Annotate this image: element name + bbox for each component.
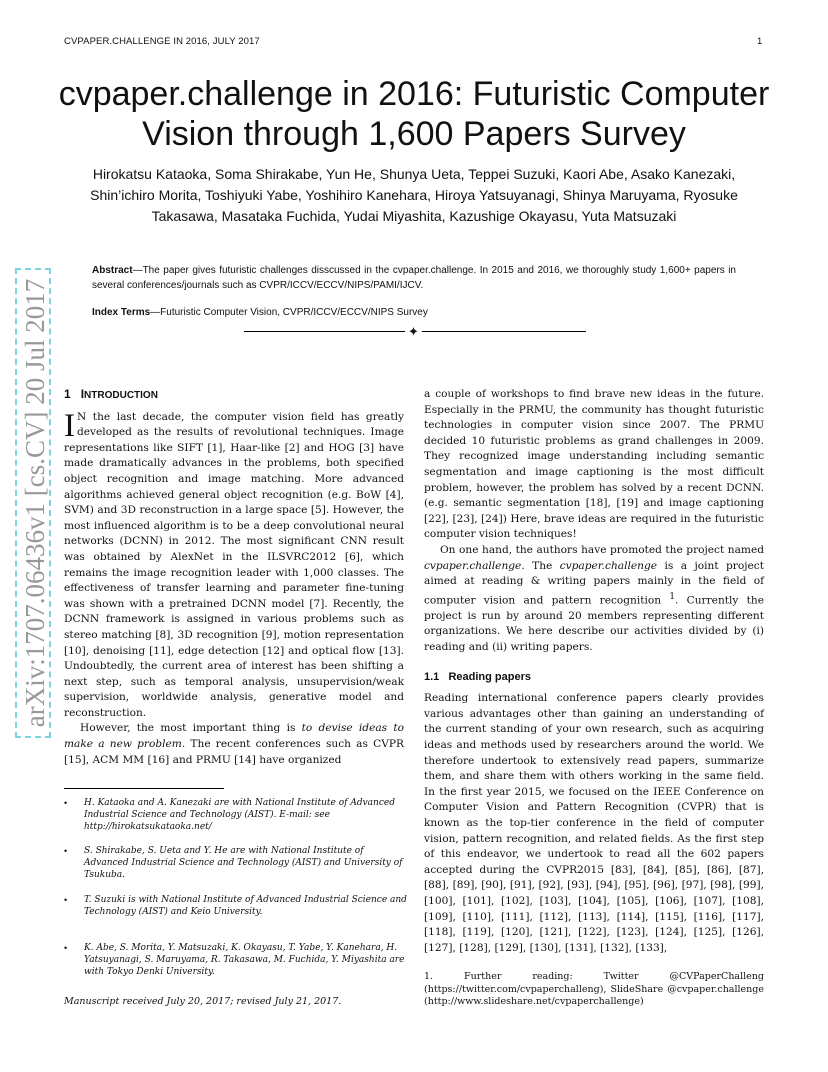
- paragraph: On one hand, the authors have promoted the project named cvpaper.challenge. The cvpaper.challenge is a joint project aimed at reading & writing papers mainly in the field of computer vision and pattern recognition $^1$. Currently the project is run by around 20 members representing different organizations. We here describe our activities divided by (i) reading and (ii) writing papers.: [424, 543, 764, 654]
- abstract-text: —The paper gives futuristic challenges disscussed in the cvpaper.challenge. In 2015 and 2016, we thoroughly study 1,600+ papers in several conferences/journals such as CVPR/ICCV/ECCV/NIPS/PAMI/IJCV.: [92, 265, 736, 291]
- subsection-heading: [424, 670, 764, 686]
- footnote-rule: [64, 788, 224, 789]
- affiliation-note: T. Suzuki is with National Institute of Advanced Industrial Science and Technology (AIST) and Keio University.: [84, 895, 407, 917]
- section-title-rest: NTRODUCTION: [84, 390, 158, 401]
- arxiv-stamp: arXiv:1707.06436v1 [cs.CV] 20 Jul 2017: [20, 278, 50, 728]
- paragraph: a couple of workshops to find brave new ideas in the future. Especially in the PRMU, the community has thought futuristic technologies in computer vision since 2007. The PRMU decided 10 futuristic problems as grand challenges in 2009. They recognized image understanding including semantic segmentation and image captioning is the most difficult problem, however, the problem has solved by a recent DCNN. (e.g. semantic segmentation [18], [19] and image captioning [22], [23], [24]) Here, brave ideas are required in the futuristic computer vision techniques!: [424, 388, 764, 541]
- affiliation-note: H. Kataoka and A. Kanezaki are with National Institute of Advanced Industrial Science and Technology (AIST). E-mail: see http://hirokatsukataoka.net/: [84, 798, 395, 832]
- bullet: •: [64, 943, 68, 953]
- index-terms-text: —Futuristic Computer Vision, CVPR/ICCV/ECCV/NIPS Survey: [150, 307, 428, 318]
- paper-title: cvpaper.challenge in 2016: Futuristic Computer Vision through 1,600 Papers Survey: [58, 75, 770, 153]
- subsection-number: 1.1: [424, 670, 440, 683]
- author-list: Hirokatsu Kataoka, Soma Shirakabe, Yun He, Shunya Ueta, Teppei Suzuki, Kaori Abe, Asako Kanezaki, Shin’ichiro Morita, Toshiyuki Yabe, Yoshihiro Kanehara, Hiroya Yatsuyanagi, Shinya Maruyama, Ryosuke Takasawa, Masataka Fuchida, Yudai Miyashita, Kazushige Okayasu, Yuta Matsuzaki: [90, 166, 738, 224]
- separator-diamond-icon: ✦: [405, 324, 422, 340]
- running-header: CVPAPER.CHALLENGE IN 2016, JULY 2017: [64, 36, 260, 47]
- footnote: 1. Further reading: Twitter @CVPaperChalleng (https://twitter.com/cvpaperchalleng), SlideShare @cvpaper.challenge (http://www.slideshare.net/cvpaperchallenge): [424, 971, 764, 1007]
- paragraph: However, the most important thing is to devise ideas to make a new problem. The recent conferences such as CVPR [15], ACM MM [16] and PRMU [14] have organized: [64, 722, 404, 766]
- dropcap: I: [64, 407, 75, 444]
- manuscript-note: Manuscript received July 20, 2017; revised July 21, 2017.: [64, 996, 342, 1007]
- bullet: •: [64, 846, 68, 856]
- bullet: •: [64, 798, 68, 808]
- section-number: 1: [64, 387, 71, 401]
- abstract: [92, 263, 736, 293]
- abstract-label: Abstract: [92, 265, 133, 276]
- right-column: [424, 387, 764, 956]
- affiliation-note: K. Abe, S. Morita, Y. Matsuzaki, K. Okayasu, T. Yabe, Y. Kanehara, H. Yatsuyanagi, S. Maruyama, R. Takasawa, M. Fuchida, Y. Miyashita are with Tokyo Denki University.: [84, 943, 405, 977]
- paragraph: Reading international conference papers clearly provides various advantages other than gaining an understanding of the current standing of your own research, such as acquiring ideas and methods used by researchers around the world. We therefore undertook to extensively read papers, summarize them, and share them with others working in the same field. In the first year 2015, we focused on the IEEE Conference on Computer Vision and Pattern Recognition (CVPR) that is known as the top-tier conference in the field of computer vision, pattern recognition, and related fields. As the first step of this endeavor, we undertook to read all the 602 papers accepted during the CVPR2015 [83], [84], [85], [86], [87], [88], [89], [90], [91], [92], [93], [94], [95], [96], [97], [98], [99], [100], [101], [102], [103], [104], [105], [106], [107], [108], [109], [110], [111], [112], [113], [114], [115], [116], [117], [118], [119], [120], [121], [122], [123], [124], [125], [126], [127], [128], [129], [130], [131], [132], [133],: [424, 692, 764, 954]
- section-heading: [64, 387, 404, 404]
- left-column: [64, 387, 404, 768]
- index-terms: [92, 305, 736, 320]
- paragraph: I N the last decade, the computer vision field has greatly developed as the results of revolutional techniques. Image representations like SIFT [1], Haar-like [2] and HOG [3] have made dramatically advances in the problems, both specified object recognition and image matching. More advanced algorithms achieved general object recognition (e.g. BoW [4], SVM) and 3D reconstruction in a large space [5]. However, the most influenced algorithm is to be a deep convolutional neural networks (DCNN) in 2012. The most significant CNN result was obtained by AlexNet in the ILSVRC2012 [6], which remains the image recognition leader with 1,000 classes. The effectiveness of transfer learning and parameter fine-tuning was shown with a pretrained DCNN model [7]. Recently, the DCNN framework is assigned in various problems such as stereo matching [8], 3D recognition [9], motion representation [10], denoising [11], edge detection [12] and optical flow [13]. Undoubtedly, the current area of interest has been shifting a next step, such as temporal analysis, unsupervision/weak supervision, worldwide analysis, generative model and reconstruction.: [64, 407, 404, 719]
- page-number: 1: [757, 36, 763, 47]
- index-terms-label: Index Terms: [92, 307, 151, 318]
- affiliation-note: S. Shirakabe, S. Ueta and Y. He are with National Institute of Advanced Industrial Science and Technology (AIST) and University of Tsukuba.: [84, 846, 403, 880]
- section-title-first: I: [80, 387, 85, 401]
- subsection-title: Reading papers: [448, 670, 531, 683]
- bullet: •: [64, 895, 68, 905]
